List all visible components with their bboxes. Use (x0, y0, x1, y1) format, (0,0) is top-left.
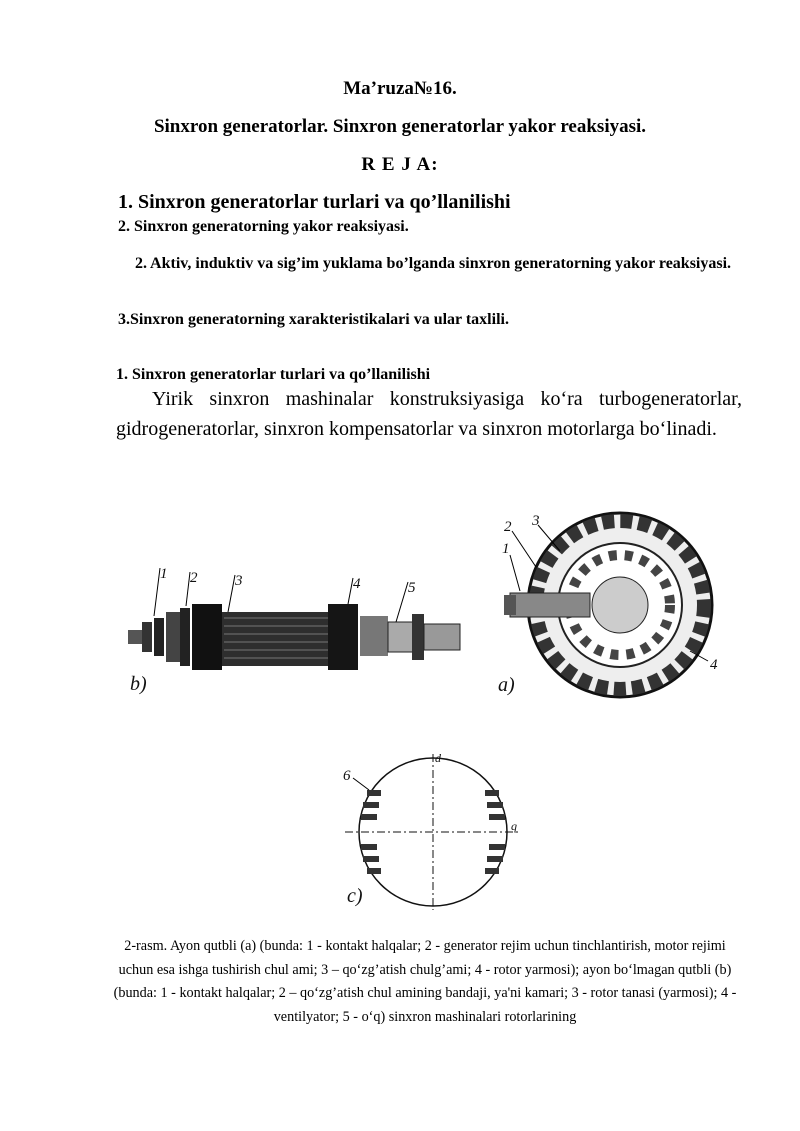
lecture-title: Sinxron generatorlar. Sinxron generatorlar yakor reaksiyasi. (153, 116, 647, 137)
plan-heading: R E J A: (361, 154, 439, 175)
body-paragraph: Yirik sinxron mashinalar konstruksiyasiga ko‘ra turbogeneratorlar, gidrogeneratorlar, sinxron kompensatorlar va sinxron motorlarga bo‘linadi. (116, 388, 742, 440)
plan-item-3: 2. Aktiv, induktiv va sig’im yuklama bo’lganda sinxron generatorning yakor reaksiyasi. (134, 255, 732, 272)
figure-a-rotor-drawing (490, 505, 740, 705)
plan-item-2: 2. Sinxron generatorning yakor reaksiyasi. (118, 218, 409, 235)
figure-c-tag: c) (347, 885, 363, 907)
figure-b-label-5: 5 (408, 580, 416, 596)
figure-b-label-2: 2 (190, 570, 198, 586)
lecture-number: Ma’ruza№16. (343, 78, 457, 99)
figure-c-label-q: q (511, 819, 517, 833)
figure-a-label-4: 4 (710, 657, 718, 673)
figure-c-cross-section (335, 750, 535, 915)
figure-a-label-2: 2 (504, 519, 512, 535)
figure-a-label-1: 1 (502, 541, 510, 557)
figure-b-rotor-drawing (120, 560, 470, 700)
figure-b-label-4: 4 (353, 576, 361, 592)
figure-b-label-1: 1 (160, 566, 168, 582)
figure-b-label-3: 3 (235, 573, 243, 589)
plan-item-1: 1. Sinxron generatorlar turlari va qo’llanilishi (118, 191, 511, 213)
figure-caption: 2-rasm. Ayon qutbli (a) (bunda: 1 - kontakt halqalar; 2 - generator rejim uchun tinchlantirish, motor rejimi uchun esa ishga tushirish chul ami; 3 – qo‘zg’atish chulg’ami; 4 - rotor yarmosi); ayon bo‘lmagan qutbli (b) (bunda: 1 - kontakt halqalar; 2 – qo‘zg’atish chul amining bandaji, ya'ni kamari; 3 - rotor tanasi (yarmosi); 4 - ventilyator; 5 - o‘q) sinxron mashinalari rotorlarining (113, 938, 737, 1025)
figure-c-label-d: d (435, 751, 441, 765)
figure-b-tag: b) (130, 673, 147, 695)
figure-a-tag: a) (498, 674, 515, 696)
plan-item-4: 3.Sinxron generatorning xarakteristikalari va ular taxlili. (118, 311, 509, 328)
section-heading: 1. Sinxron generatorlar turlari va qo’llanilishi (116, 366, 431, 383)
figure-a-label-3: 3 (532, 513, 540, 529)
figure-c-label-6: 6 (343, 768, 351, 784)
